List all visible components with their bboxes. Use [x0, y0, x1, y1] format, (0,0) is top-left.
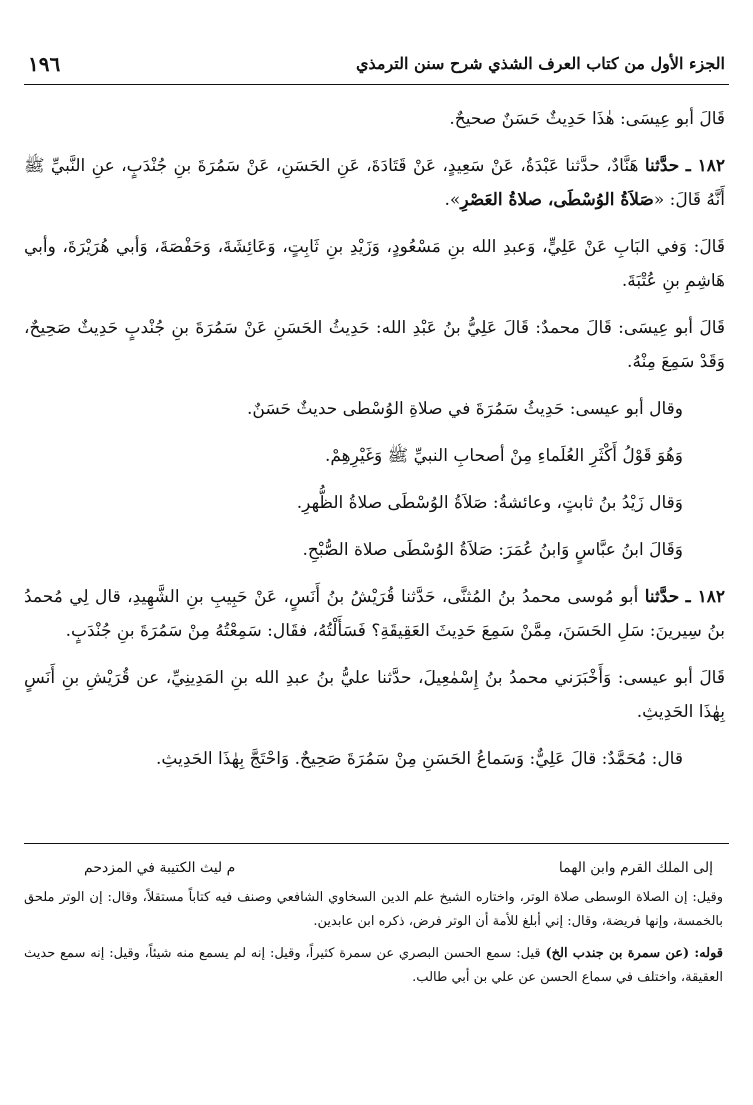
paragraph: [24, 439, 725, 473]
hadith-paragraph: [24, 580, 725, 648]
paragraph-text-end: ».: [444, 190, 461, 210]
paragraph: [24, 392, 725, 426]
verse-line: [24, 856, 723, 880]
narration-keyword: حدَّثنا: [644, 587, 680, 607]
hadith-number: ١٨٢ ـ: [685, 587, 726, 607]
paragraph: [24, 311, 725, 379]
footnote-paragraph: [24, 942, 723, 990]
paragraph: [24, 102, 725, 136]
paragraph-text: وقال أبو عيسى: حَدِيثُ سَمُرَةَ في صلاةِ الوُسْطى حديثٌ حَسَنٌ.: [247, 399, 683, 419]
paragraph-text: قَالَ أبو عِيسَى: هٰذَا حَدِيثٌ حَسَنٌ صحيحٌ.: [449, 109, 725, 129]
paragraph-text: قال: مُحَمَّدٌ: قالَ عَلِيٌّ: وَسَماعُ الحَسَنِ مِنْ سَمُرَةَ صَحِيحٌ. وَاحْتَجَّ بِهٰذَا الحَدِيثِ.: [155, 749, 683, 769]
paragraph: [24, 661, 725, 729]
paragraph: [24, 230, 725, 298]
footnote-text: قيل: سمع الحسن البصري عن سمرة كثيراً، وقيل: إنه لم يسمع منه شيئاً، وقيل: إنه سمع حديث العقيقة، واختلف في سماع الحسن عن علي بن أبي طالب.: [24, 946, 723, 985]
footnote-divider: [24, 843, 729, 844]
footnote-paragraph: [24, 886, 723, 934]
paragraph: [24, 533, 725, 567]
main-text: [24, 102, 725, 789]
paragraph: [24, 486, 725, 520]
paragraph-text: وَقَالَ ابنُ عبَّاسٍ وَابنُ عُمَرَ: صَلاَةُ الوُسْطَى صلاة الصُّبْحِ.: [302, 540, 683, 560]
footnotes: [24, 856, 723, 998]
header-title: الجزء الأول من كتاب العرف الشذي شرح سنن الترمذي: [355, 54, 725, 73]
narration-keyword: حدَّثنا: [644, 156, 680, 176]
footnote-label: قوله: (عن سمرة بن جندب الخ): [545, 946, 723, 961]
paragraph-text: وَهُوَ قَوْلُ أَكْثَرِ العُلَماءِ مِنْ أصحابِ النبيِّ ﷺ وَغَيْرِهِمْ.: [324, 446, 683, 466]
hadith-number: ١٨٢ ـ: [685, 156, 725, 176]
running-header: [24, 44, 729, 85]
paragraph-text: هَنَّادٌ، حدَّثنا عَبْدَةُ، عَنْ سَعِيدٍ، عَنْ قَتَادَةَ، عَنِ الحَسَنِ، عَنْ سَمُرَةَ بنِ جُنْدَبٍ، عنِ النَّبيِّ ﷺ أَنَّهُ قَالَ: «: [24, 156, 725, 210]
paragraph-text: وَقال زَيْدُ بنُ ثابتٍ، وعائشةُ: صَلاَةُ الوُسْطَى صلاةُ الظُّهرِ.: [296, 493, 683, 513]
paragraph-text: أبو مُوسى محمدُ بنُ المُثنَّى، حَدَّثنا قُرَيْشُ بنُ أَنَسٍ، عَنْ حَبِيبِ بنِ الشَّهِيدِ، قال لِي مُحمدُ بنُ سِيرينَ: سَلِ الحَسَنَ، مِمَّنْ سَمِعَ حَدِيثَ العَقِيقَةِ؟ فَسَأَلْتُهُ، فقَال: سَمِعْتُهُ مِنْ سَمُرَةَ بنِ جُنْدَبٍ.: [24, 587, 725, 641]
paragraph-text: قَالَ أبو عيسى: وَأَخْبَرَني محمدُ بنُ إِسْمٰعِيلَ، حدَّثنا عليُّ بنُ عبدِ الله بنِ المَدِينِيِّ، عن قُرَيْشِ بنِ أَنَسٍ بِهٰذَا الحَدِيثِ.: [24, 668, 725, 722]
verse-first-hemistich: إلى الملك القرم وابن الهما: [558, 860, 713, 876]
verse-second-hemistich: م ليث الكتيبة في المزدحم: [84, 860, 236, 876]
hadith-paragraph: [24, 149, 725, 217]
page-number: ١٩٦: [28, 52, 61, 76]
hadith-quote: صَلاَةُ الوُسْطَى، صلاةُ العَصْرِ: [460, 190, 654, 210]
paragraph-text: قَالَ: وَفي البَابِ عَنْ عَلِيٍّ، وَعبدِ الله بنِ مَسْعُودٍ، وَزَيْدِ بنِ ثَابِتٍ، وَعَائِشَةَ، وَحَفْصَةَ، وَأبي هُرَيْرَةَ، وأبي هَاشِمِ بنِ عُتْبَةَ.: [24, 237, 725, 291]
paragraph: [24, 742, 725, 776]
footnote-text: وقيل: إن الصلاة الوسطى صلاة الوتر، واختاره الشيخ علم الدين السخاوي الشافعي وصنف فيه كتاباً مستقلاً، وقال: إن الوتر ملحق بالخمسة، وإنها فريضة، وقال: إني أبلغ للأمة أن الوتر فرض، ذكره ابن عابدين.: [24, 890, 723, 929]
paragraph-text: قَالَ أبو عِيسَى: قَالَ محمدٌ: قَالَ عَلِيُّ بنُ عَبْدِ الله: حَدِيثُ الحَسَنِ عَنْ سَمُرَةَ بنِ جُنْدبٍ حَدِيثٌ صَحِيحٌ، وَقَدْ سَمِعَ مِنْهُ.: [24, 318, 725, 372]
